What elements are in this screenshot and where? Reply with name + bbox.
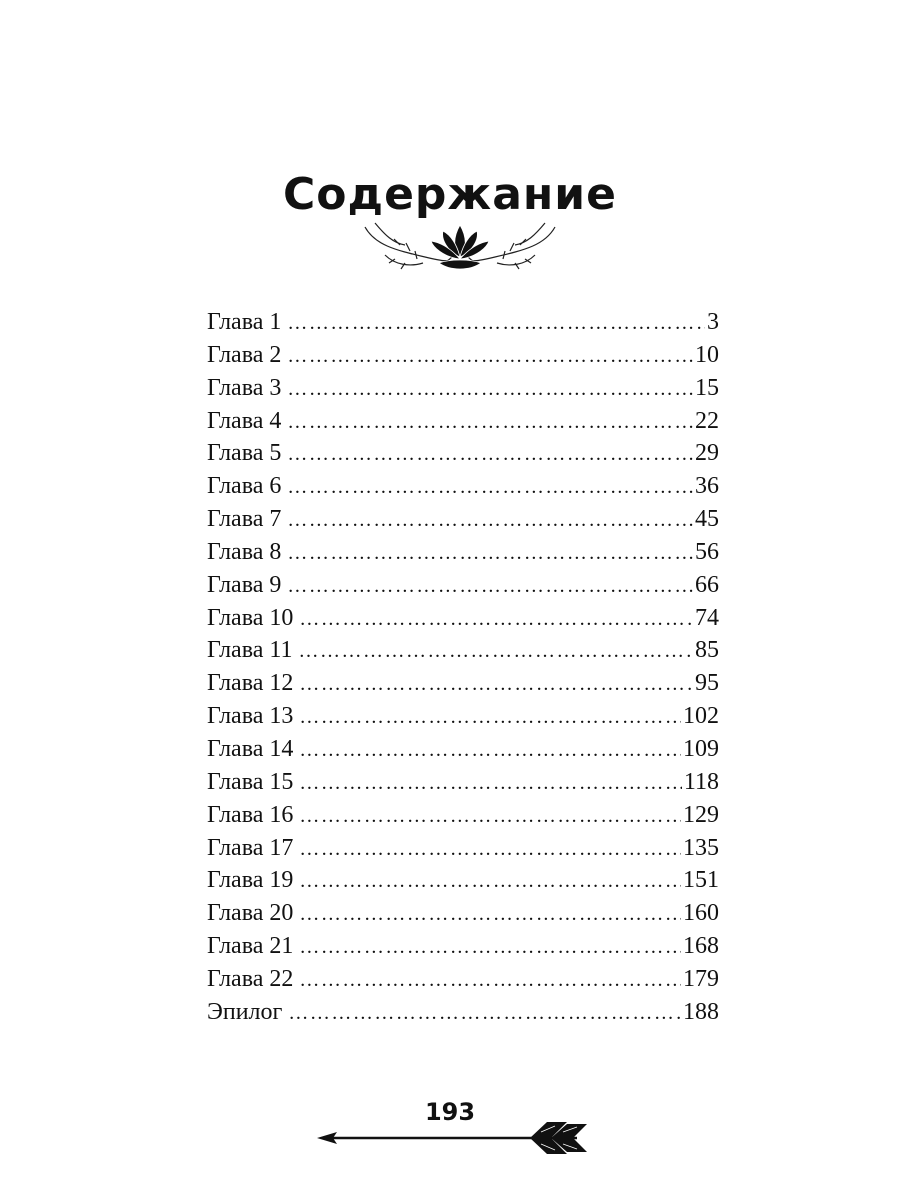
toc-entry-label: Глава 19 <box>207 867 294 894</box>
toc-entry[interactable] <box>207 437 719 470</box>
toc-entry[interactable] <box>207 766 719 799</box>
toc-entry[interactable] <box>207 569 719 602</box>
toc-entry[interactable] <box>207 405 719 438</box>
toc-entry-label: Глава 16 <box>207 801 294 828</box>
toc-entry-label: Глава 7 <box>207 506 282 533</box>
toc-entry-label: Эпилог <box>207 998 283 1025</box>
toc-entry[interactable] <box>207 667 719 700</box>
toc-entry-page: 109 <box>683 735 719 762</box>
toc-leader-dots <box>288 997 681 1029</box>
toc-entry[interactable] <box>207 372 719 405</box>
toc-entry[interactable] <box>207 864 719 897</box>
toc-leader-dots <box>299 734 681 766</box>
toc-entry[interactable] <box>207 733 719 766</box>
toc-leader-dots <box>287 340 693 372</box>
toc-entry-page: 188 <box>683 998 719 1025</box>
toc-leader-dots <box>287 537 693 569</box>
toc-leader-dots <box>299 668 693 700</box>
toc-entry-label: Глава 4 <box>207 407 282 434</box>
toc-entry-label: Глава 11 <box>207 637 293 664</box>
toc-entry-epilogue[interactable] <box>207 996 719 1029</box>
toc-entry[interactable] <box>207 930 719 963</box>
toc-entry-label: Глава 10 <box>207 604 294 631</box>
toc-entry-page: 160 <box>683 900 719 927</box>
toc-entry-label: Глава 1 <box>207 309 282 335</box>
toc-leader-dots <box>287 570 693 602</box>
page-title: Содержание <box>283 169 617 221</box>
toc-entry[interactable] <box>207 963 719 996</box>
toc-entry[interactable] <box>207 799 719 832</box>
toc-entry-label: Глава 14 <box>207 735 294 762</box>
toc-leader-dots <box>299 767 682 799</box>
toc-entry-page: 36 <box>695 473 719 500</box>
toc-entry-label: Глава 15 <box>207 768 294 795</box>
toc-entry-page: 118 <box>683 768 719 795</box>
toc-entry[interactable] <box>207 306 719 339</box>
toc-entry-label: Глава 8 <box>207 538 282 565</box>
toc-entry[interactable] <box>207 832 719 865</box>
toc-entry-page: 74 <box>695 604 719 631</box>
toc-entry-page: 102 <box>683 703 719 730</box>
toc-leader-dots <box>299 800 681 832</box>
table-of-contents <box>207 306 719 1029</box>
toc-entry-page: 129 <box>683 801 719 828</box>
toc-entry-page: 95 <box>695 670 719 697</box>
toc-entry-page: 22 <box>695 407 719 434</box>
toc-leader-dots <box>287 307 705 339</box>
toc-entry[interactable] <box>207 602 719 635</box>
toc-entry-page: 179 <box>683 965 719 992</box>
toc-entry[interactable] <box>207 897 719 930</box>
arrow-icon <box>315 1118 595 1158</box>
toc-leader-dots <box>299 964 681 996</box>
toc-entry-page: 15 <box>695 374 719 401</box>
toc-leader-dots <box>287 438 693 470</box>
toc-leader-dots <box>299 931 681 963</box>
toc-entry-label: Глава 17 <box>207 834 294 861</box>
toc-entry[interactable] <box>207 339 719 372</box>
toc-leader-dots <box>299 603 693 635</box>
toc-entry-label: Глава 22 <box>207 965 294 992</box>
toc-leader-dots <box>299 833 681 865</box>
toc-leader-dots <box>287 471 693 503</box>
toc-entry-label: Глава 20 <box>207 900 294 927</box>
page-number: 193 <box>424 1098 476 1126</box>
toc-entry-label: Глава 12 <box>207 670 294 697</box>
toc-entry[interactable] <box>207 634 719 667</box>
toc-entry-label: Глава 9 <box>207 571 282 598</box>
toc-entry-label: Глава 5 <box>207 440 282 467</box>
toc-entry-label: Глава 13 <box>207 703 294 730</box>
toc-entry-page: 29 <box>695 440 719 467</box>
lotus-ornament-icon <box>355 215 565 285</box>
toc-entry-page: 10 <box>695 341 719 368</box>
toc-entry-page: 56 <box>695 538 719 565</box>
toc-leader-dots <box>287 406 693 438</box>
toc-entry-label: Глава 3 <box>207 374 282 401</box>
toc-leader-dots <box>298 635 693 667</box>
toc-entry-page: 168 <box>683 933 719 960</box>
toc-entry-label: Глава 21 <box>207 933 294 960</box>
toc-entry-label: Глава 6 <box>207 473 282 500</box>
toc-entry-page: 85 <box>695 637 719 664</box>
toc-entry-page: 135 <box>683 834 719 861</box>
toc-entry-page: 66 <box>695 571 719 598</box>
toc-entry[interactable] <box>207 536 719 569</box>
toc-entry[interactable] <box>207 503 719 536</box>
toc-entry[interactable] <box>207 700 719 733</box>
toc-entry-label: Глава 2 <box>207 341 282 368</box>
toc-leader-dots <box>299 865 681 897</box>
toc-leader-dots <box>299 701 681 733</box>
toc-entry[interactable] <box>207 470 719 503</box>
toc-entry-page: 3 <box>707 309 719 335</box>
toc-leader-dots <box>299 898 681 930</box>
toc-entry-page: 151 <box>683 867 719 894</box>
toc-leader-dots <box>287 373 693 405</box>
toc-entry-page: 45 <box>695 506 719 533</box>
toc-leader-dots <box>287 504 693 536</box>
